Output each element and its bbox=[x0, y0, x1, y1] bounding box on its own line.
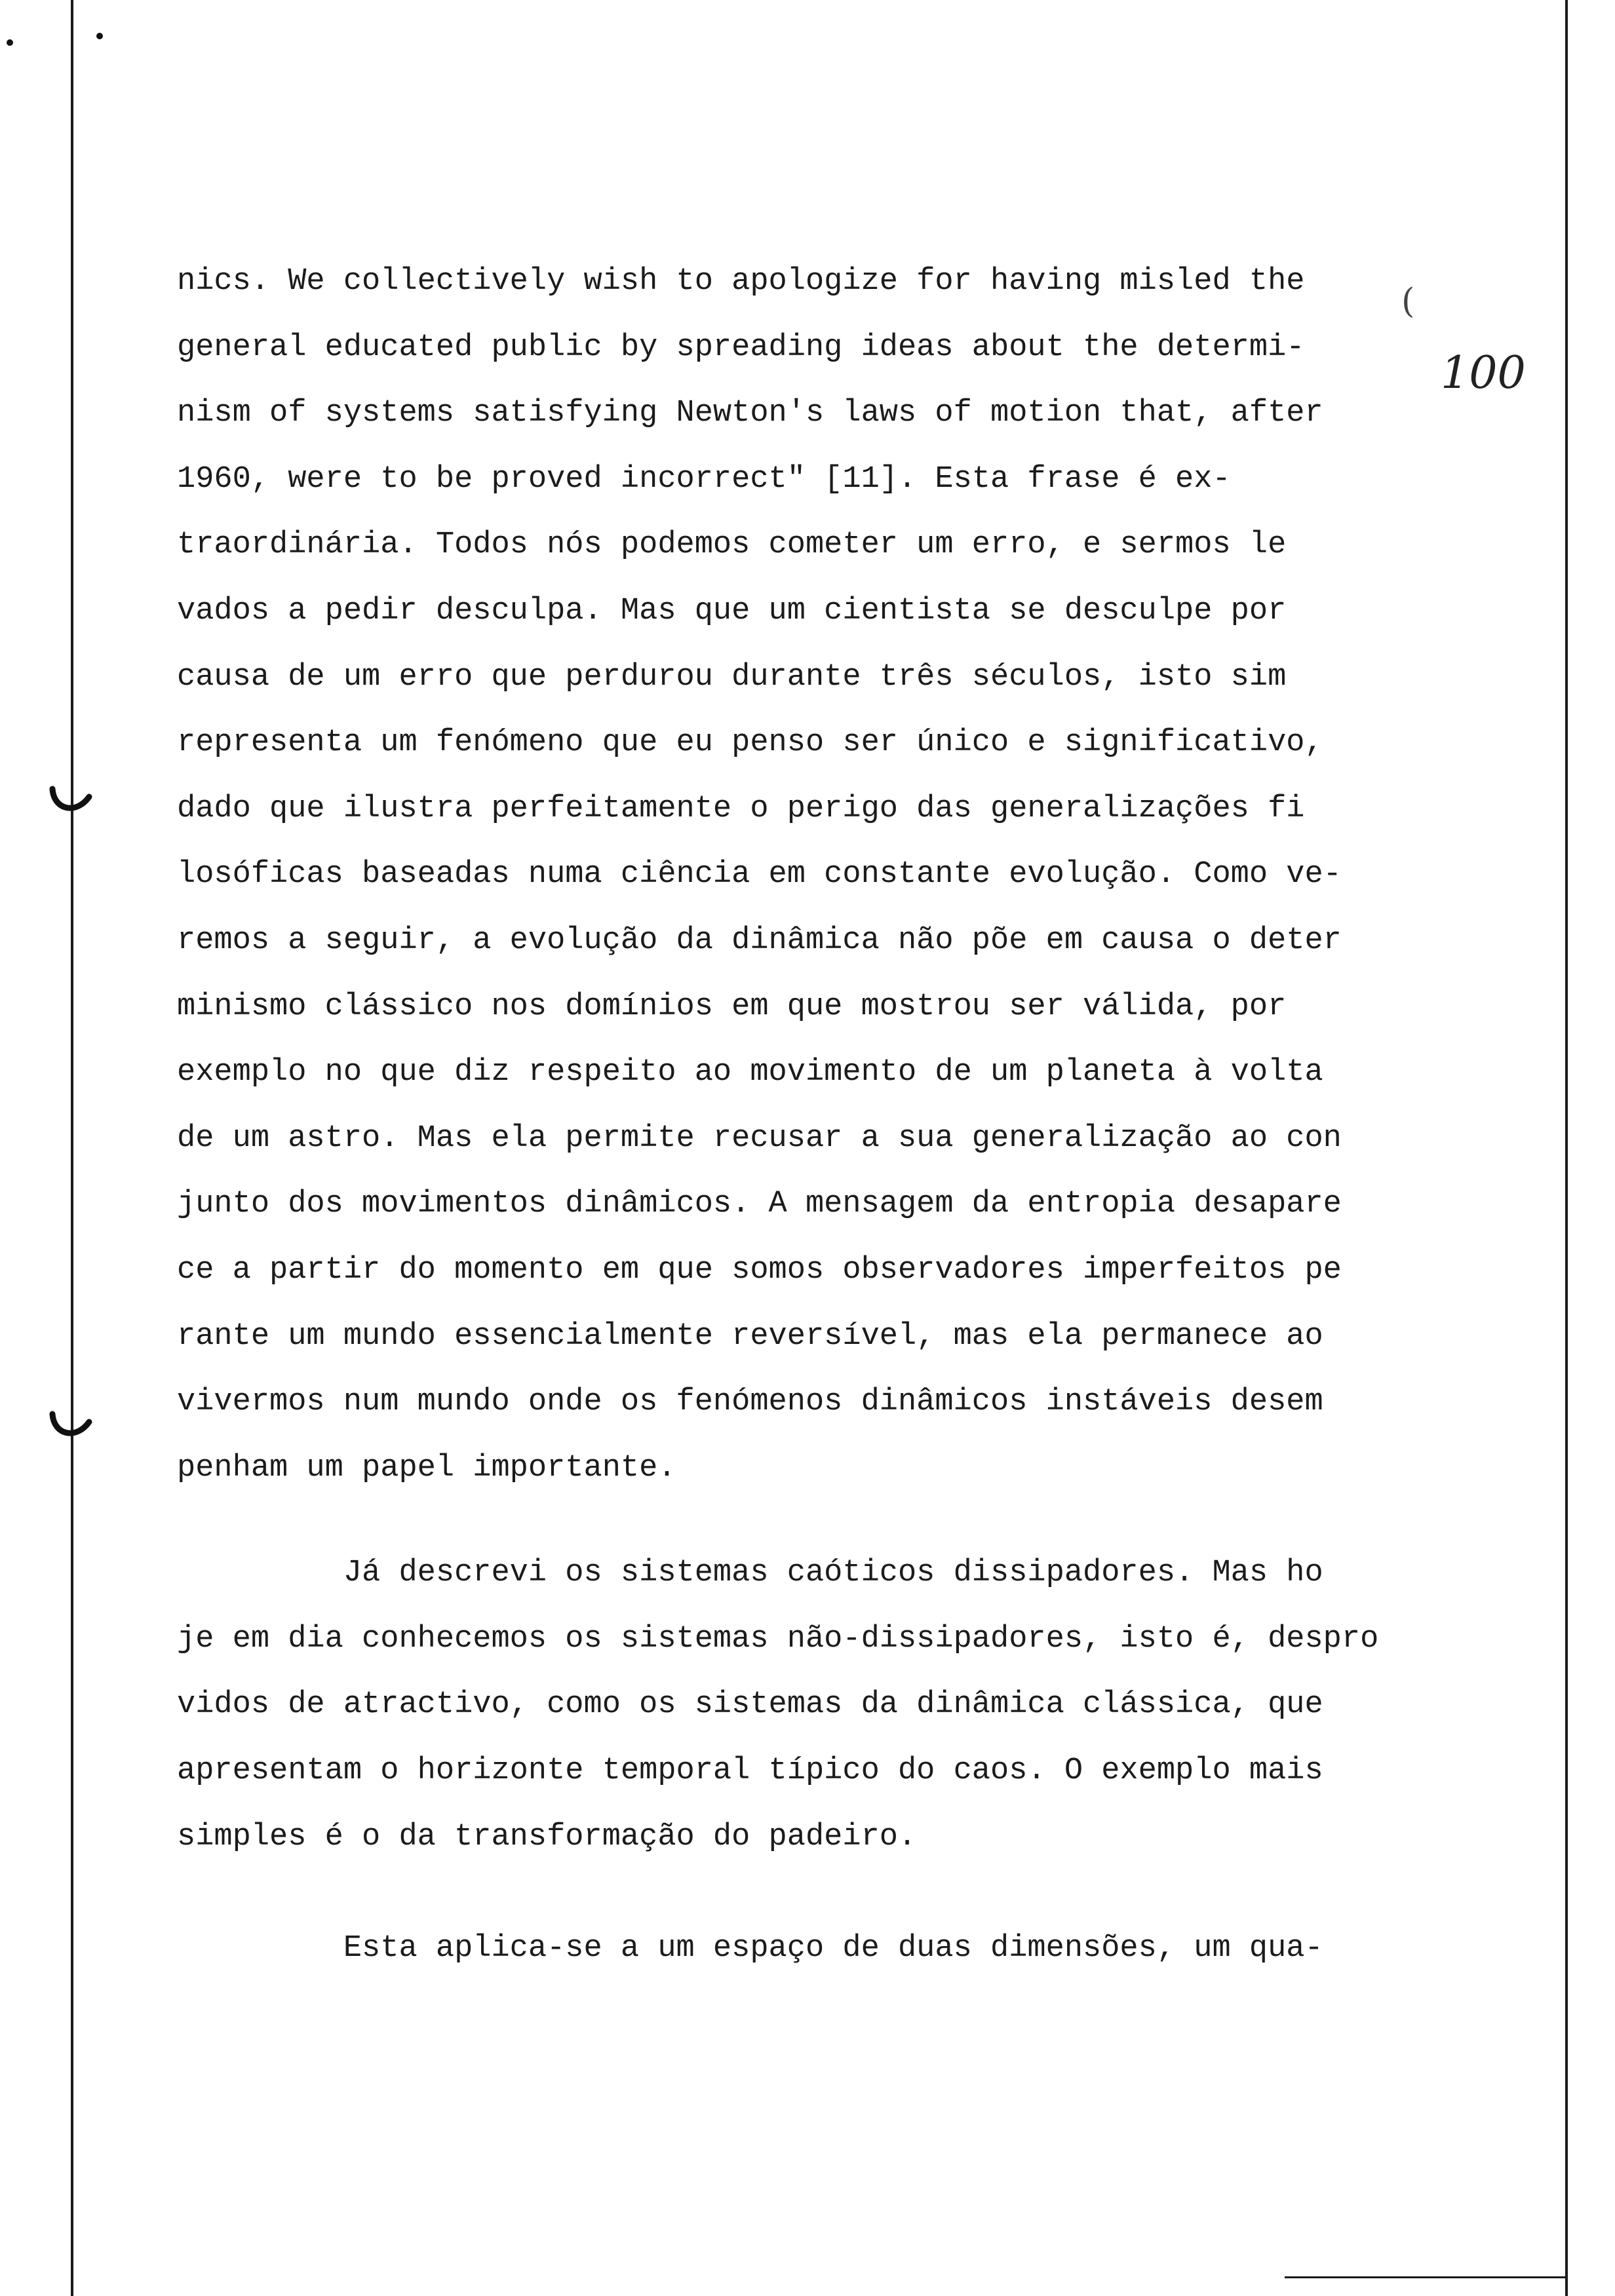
text-line: losóficas baseadas numa ciência em constante evolução. Como ve- bbox=[177, 857, 1342, 892]
text-line: vados a pedir desculpa. Mas que um cientista se desculpe por bbox=[177, 593, 1287, 628]
text-line: traordinária. Todos nós podemos cometer um erro, e sermos le bbox=[177, 527, 1287, 563]
text-line: simples é o da transformação do padeiro. bbox=[177, 1819, 917, 1854]
text-line: representa um fenómeno que eu penso ser único e significativo, bbox=[177, 725, 1323, 761]
scan-dot-mark bbox=[7, 39, 13, 46]
text-line: nism of systems satisfying Newton's laws of motion that, after bbox=[177, 396, 1323, 431]
binding-hook-mark bbox=[47, 1409, 93, 1445]
handwritten-page-number: 100 bbox=[1441, 347, 1526, 399]
text-line: vivermos num mundo onde os fenómenos dinâmicos instáveis desem bbox=[177, 1385, 1323, 1420]
text-line: Já descrevi os sistemas caóticos dissipadores. Mas ho bbox=[177, 1556, 1323, 1591]
text-line: rante um mundo essencialmente reversível, mas ela permanece ao bbox=[177, 1318, 1323, 1354]
text-line: general educated public by spreading ideas about the determi- bbox=[177, 330, 1305, 365]
text-line: je em dia conhecemos os sistemas não-dissipadores, isto é, despro bbox=[177, 1621, 1379, 1656]
left-margin-rule bbox=[71, 0, 73, 2296]
typed-text-block bbox=[177, 249, 1462, 1982]
text-line: ce a partir do momento em que somos observadores imperfeitos pe bbox=[177, 1252, 1342, 1288]
text-line: junto dos movimentos dinâmicos. A mensagem da entropia desapare bbox=[177, 1187, 1342, 1222]
text-line: vidos de atractivo, como os sistemas da dinâmica clássica, que bbox=[177, 1687, 1323, 1723]
text-line: remos a seguir, a evolução da dinâmica não põe em causa o deter bbox=[177, 923, 1342, 958]
right-margin-rule bbox=[1565, 0, 1568, 2296]
bottom-edge-rule bbox=[1285, 2276, 1566, 2278]
text-line: nics. We collectively wish to apologize for having misled the bbox=[177, 264, 1305, 299]
text-line: penham um papel importante. bbox=[177, 1450, 676, 1485]
text-line: causa de um erro que perdurou durante três séculos, isto sim bbox=[177, 659, 1287, 695]
text-line: Esta aplica-se a um espaço de duas dimensões, um qua- bbox=[177, 1931, 1323, 1966]
scan-dot-mark bbox=[96, 33, 103, 39]
text-line: dado que ilustra perfeitamente o perigo das generalizações fi bbox=[177, 791, 1305, 826]
margin-paren-mark: ( bbox=[1401, 282, 1415, 321]
text-line: apresentam o horizonte temporal típico do caos. O exemplo mais bbox=[177, 1753, 1323, 1789]
binding-hook-mark bbox=[47, 784, 93, 820]
text-line: exemplo no que diz respeito ao movimento de um planeta à volta bbox=[177, 1055, 1323, 1090]
text-line: de um astro. Mas ela permite recusar a sua generalização ao con bbox=[177, 1120, 1342, 1156]
text-line: minismo clássico nos domínios em que mostrou ser válida, por bbox=[177, 989, 1287, 1024]
text-line: 1960, were to be proved incorrect" [11]. Esta frase é ex- bbox=[177, 461, 1231, 497]
